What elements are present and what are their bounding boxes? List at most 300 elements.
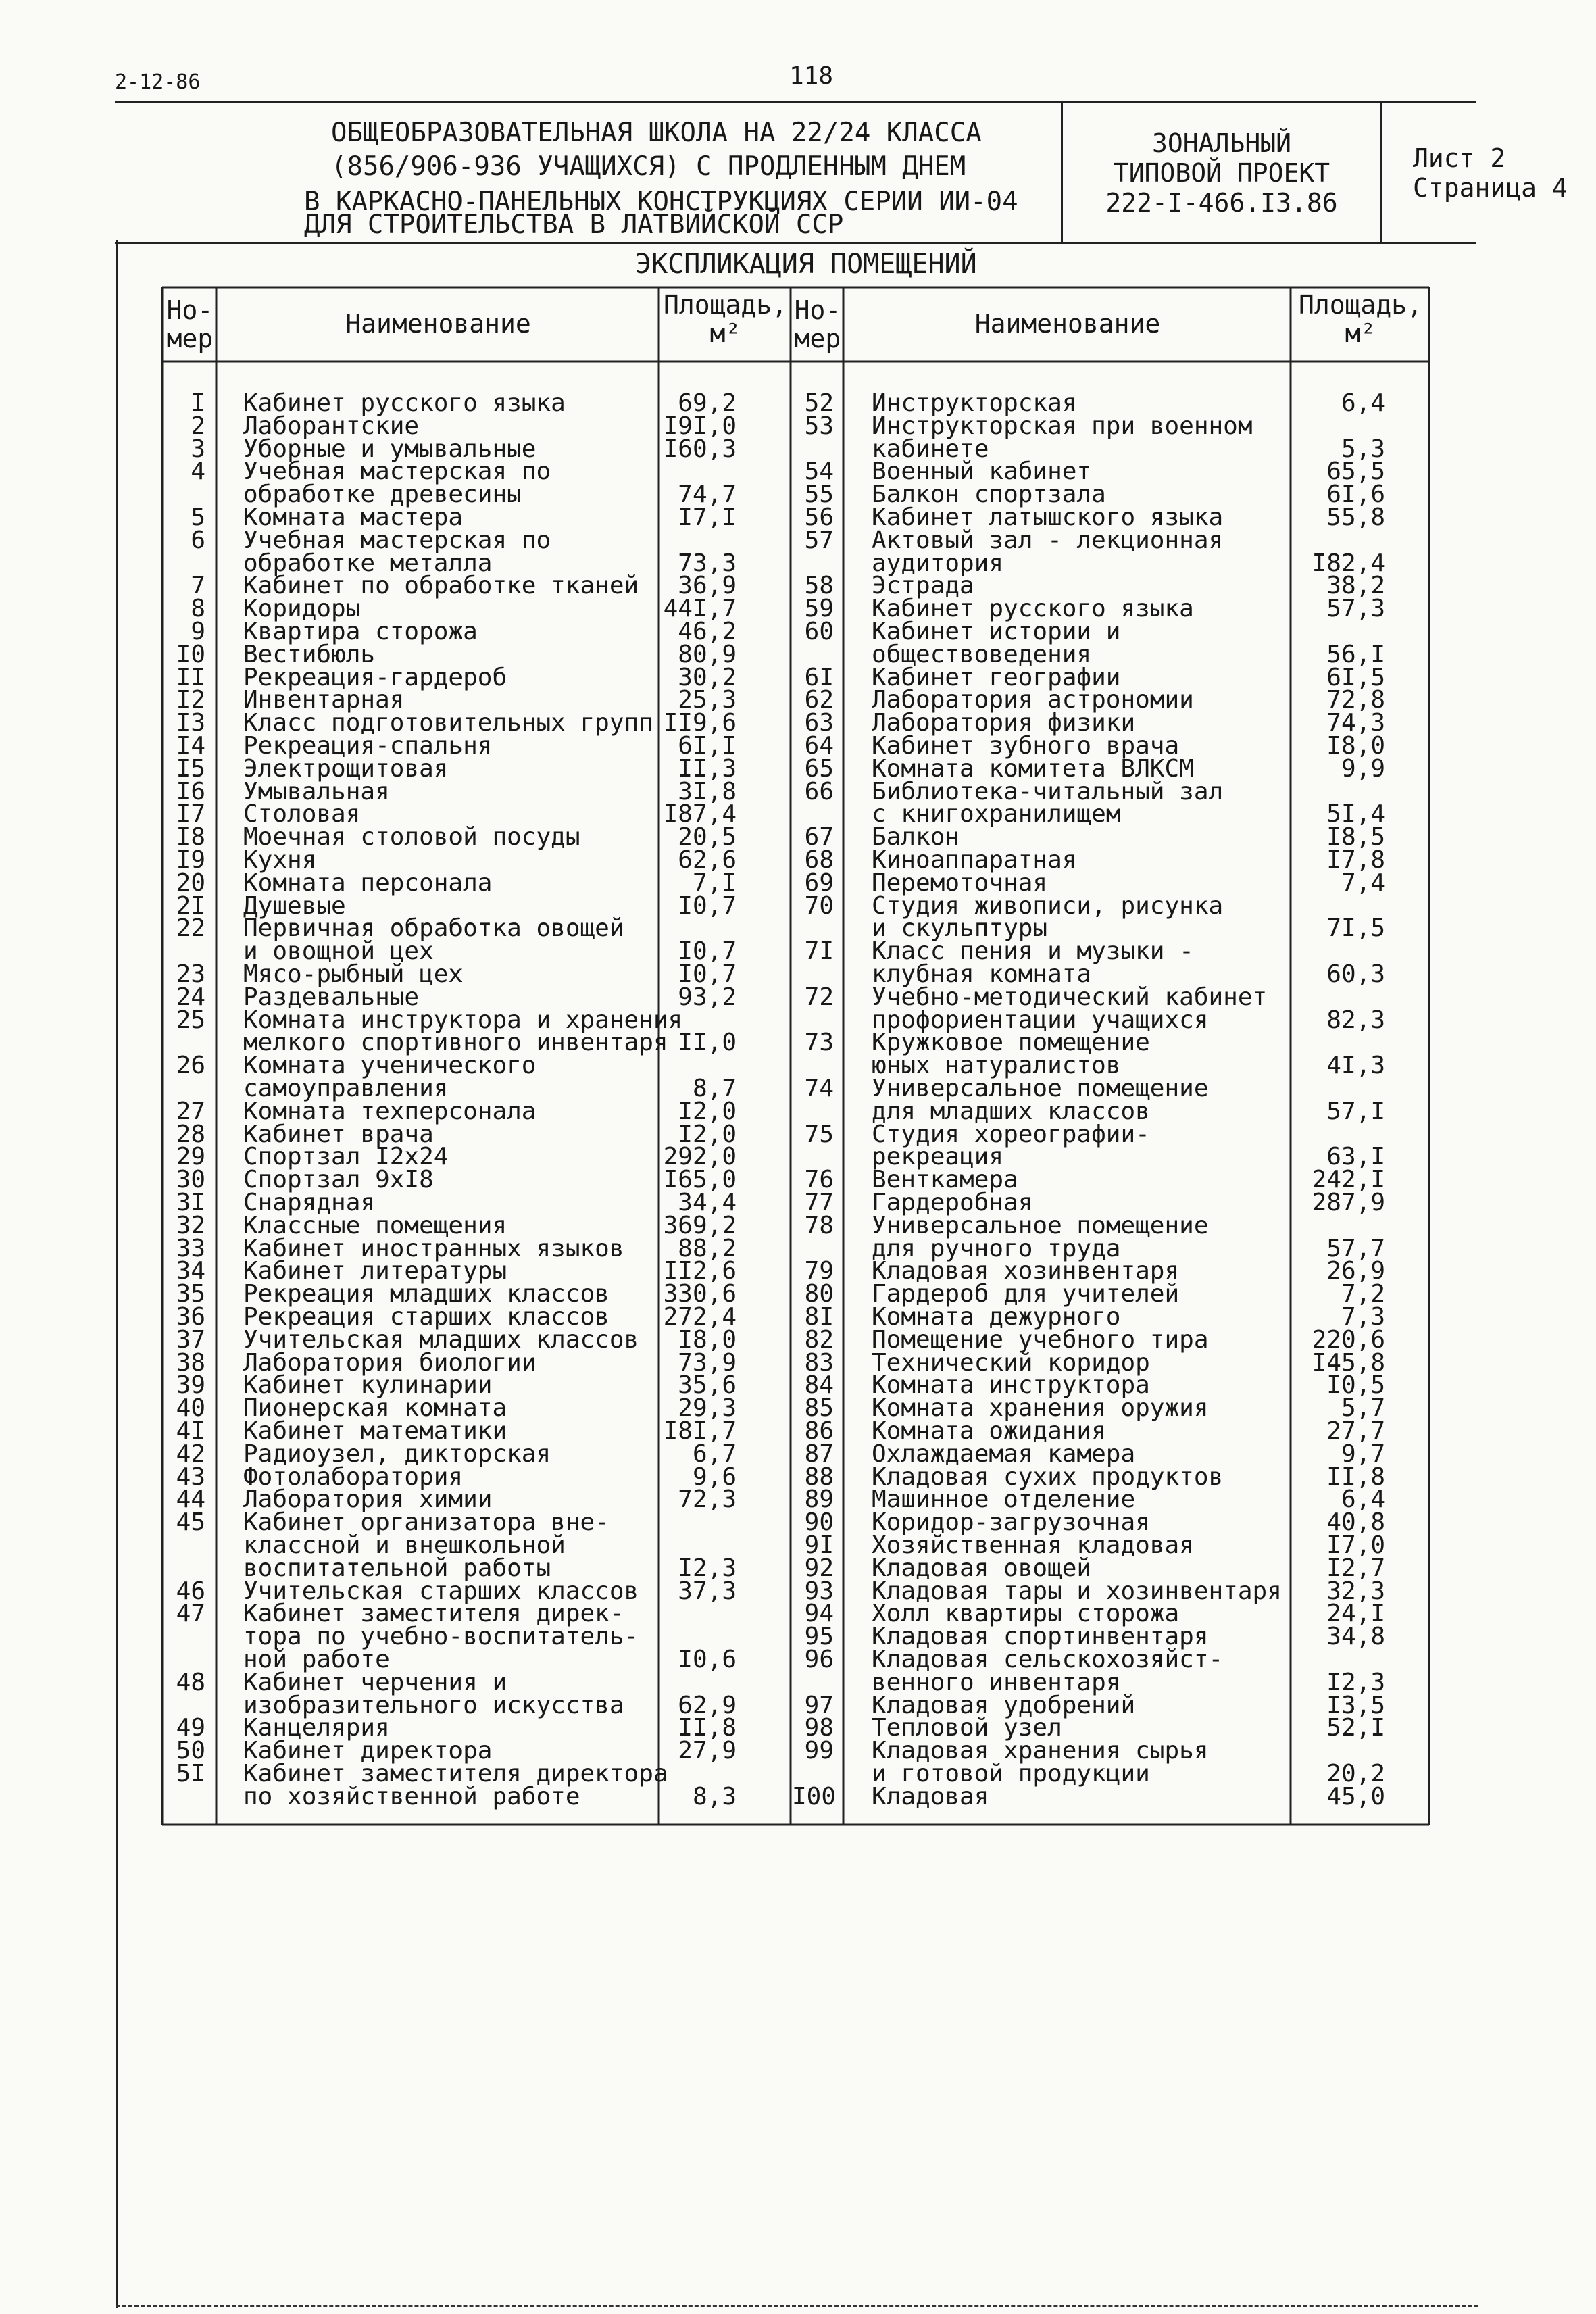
room-name: Тепловой узел <box>872 1714 1062 1742</box>
room-name: Кабинет врача <box>243 1120 434 1148</box>
room-number: 68 <box>804 846 834 874</box>
room-area: 287,9 <box>1312 1189 1385 1216</box>
room-name: Комната техперсонала <box>243 1097 537 1125</box>
header-area-line-1: Площадь, <box>663 290 788 320</box>
room-name: Студия хореографии- <box>872 1120 1150 1148</box>
project-label-2: ТИПОВОЙ ПРОЕКТ <box>1113 157 1330 188</box>
room-number: 74 <box>804 1075 834 1102</box>
room-name: и скульптуры <box>872 914 1048 943</box>
room-name: тора по учебно-воспитатель- <box>243 1623 639 1651</box>
room-area: II2,6 <box>663 1257 737 1285</box>
room-area: 8,7 <box>692 1075 737 1102</box>
room-area: 38,2 <box>1326 572 1385 600</box>
room-name: Кладовая овощей <box>872 1554 1092 1582</box>
room-name: Кабинет организатора вне- <box>243 1508 609 1537</box>
room-area: 27,7 <box>1326 1417 1385 1445</box>
room-name: Коридор-загрузочная <box>872 1508 1150 1537</box>
title-line-4: ДЛЯ СТРОИТЕЛЬСТВА В ЛАТВИЙСКОЙ ССР <box>304 210 844 240</box>
room-number: 7 <box>191 572 205 600</box>
room-area: I7,8 <box>1326 846 1385 874</box>
room-area: 242,I <box>1312 1166 1385 1194</box>
room-number: 65 <box>804 754 834 783</box>
room-name: Учебная мастерская по <box>243 458 551 486</box>
room-name: Инструкторская при военном <box>872 412 1253 440</box>
room-name: Лаборантские <box>243 412 420 440</box>
room-area: 272,4 <box>663 1303 737 1331</box>
title-line-3: В КАРКАСНО-ПАНЕЛЬНЫХ КОНСТРУКЦИЯХ СЕРИИ ИИ-04 <box>304 187 1018 217</box>
room-name: Рекреация старших классов <box>243 1303 609 1331</box>
room-area: 8,3 <box>692 1782 737 1811</box>
room-area: I8,0 <box>1326 732 1385 760</box>
header-area-line-1: Площадь, <box>1298 290 1423 320</box>
header-num-right <box>792 296 843 353</box>
room-area: 9,9 <box>1341 754 1385 783</box>
room-name: Классные помещения <box>243 1211 507 1239</box>
room-number: II <box>176 663 205 691</box>
room-name: кабинете <box>872 435 989 463</box>
room-name: Кабинет директора <box>243 1737 493 1765</box>
room-name: Мясо-рыбный цех <box>243 960 464 988</box>
room-area: I45,8 <box>1312 1348 1385 1377</box>
room-number: 63 <box>804 709 834 737</box>
room-number: 2 <box>191 412 205 440</box>
room-name: Комната дежурного <box>872 1303 1121 1331</box>
room-number: 94 <box>804 1600 834 1628</box>
room-area: I2,3 <box>1326 1668 1385 1696</box>
room-area: 7,2 <box>1341 1280 1385 1308</box>
room-name: Технический коридор <box>872 1348 1150 1377</box>
room-name: Универсальное помещение <box>872 1075 1209 1102</box>
room-area: I0,5 <box>1326 1371 1385 1400</box>
room-area: I2,0 <box>678 1120 737 1148</box>
room-number: 53 <box>804 412 834 440</box>
room-number: 26 <box>176 1052 205 1080</box>
room-number: 36 <box>176 1303 205 1331</box>
room-name: и готовой продукции <box>872 1760 1150 1788</box>
room-area: I8,0 <box>678 1325 737 1354</box>
room-area: 88,2 <box>678 1234 737 1262</box>
room-name: Кладовая хозинвентаря <box>872 1257 1180 1285</box>
room-name: Кабинет литературы <box>243 1257 507 1285</box>
room-area: 56,I <box>1326 640 1385 668</box>
room-area: 34,8 <box>1326 1623 1385 1651</box>
room-area: 6I,6 <box>1326 481 1385 509</box>
room-name: Инструкторская <box>872 389 1077 417</box>
room-number: 4I <box>176 1417 205 1445</box>
room-name: аудитория <box>872 549 1004 577</box>
room-name: Машинное отделение <box>872 1485 1136 1514</box>
room-name: Кабинет иностранных языков <box>243 1234 624 1262</box>
room-number: 8 <box>191 595 205 623</box>
room-name: с книгохранилищем <box>872 800 1121 829</box>
room-area: 5,7 <box>1341 1394 1385 1423</box>
room-name: Лаборатория биологии <box>243 1348 537 1377</box>
sheet-label: Лист 2 <box>1413 143 1506 173</box>
room-name: Балкон спортзала <box>872 481 1106 509</box>
room-number: 40 <box>176 1394 205 1423</box>
room-area: I7,0 <box>1326 1531 1385 1559</box>
room-area: I2,3 <box>678 1554 737 1582</box>
header-area-line-2: м² <box>709 318 741 348</box>
room-name: Канцелярия <box>243 1714 390 1742</box>
room-area: 62,9 <box>678 1691 737 1719</box>
room-number: 9 <box>191 618 205 645</box>
room-name: Столовая <box>243 800 361 829</box>
room-name: Комната ожидания <box>872 1417 1106 1445</box>
room-number: 47 <box>176 1600 205 1628</box>
room-area: II,8 <box>678 1714 737 1742</box>
room-number: I8 <box>176 823 205 852</box>
room-number: 8I <box>804 1303 834 1331</box>
room-area: 26,9 <box>1326 1257 1385 1285</box>
room-area: 35,6 <box>678 1371 737 1400</box>
room-area: 37,3 <box>678 1577 737 1605</box>
room-area: 80,9 <box>678 640 737 668</box>
room-number: I6 <box>176 777 205 806</box>
room-name: обработке древесины <box>243 481 522 509</box>
room-name: Гардеробная <box>872 1189 1033 1216</box>
room-number: 85 <box>804 1394 834 1423</box>
room-area: 57,7 <box>1326 1234 1385 1262</box>
page-number: 118 <box>789 62 834 90</box>
room-area: 24,I <box>1326 1600 1385 1628</box>
room-area: 73,9 <box>678 1348 737 1377</box>
room-area: 7,4 <box>1341 868 1385 897</box>
room-number: 56 <box>804 503 834 531</box>
room-area: II,3 <box>678 754 737 783</box>
room-area: 55,8 <box>1326 503 1385 531</box>
room-name: Лаборатория астрономии <box>872 686 1194 714</box>
room-number: 77 <box>804 1189 834 1216</box>
room-name: Перемоточная <box>872 868 1048 897</box>
room-name: Кладовая удобрений <box>872 1691 1136 1719</box>
table-title: ЭКСПЛИКАЦИЯ ПОМЕЩЕНИЙ <box>635 249 977 280</box>
room-number: 28 <box>176 1120 205 1148</box>
header-num-line-2: мер <box>794 324 841 353</box>
room-name: Спортзал 9хI8 <box>243 1166 434 1194</box>
room-area: 7,I <box>692 868 737 897</box>
room-area: 60,3 <box>1326 960 1385 988</box>
room-number: 7I <box>804 937 834 966</box>
room-name: Уборные и умывальные <box>243 435 537 463</box>
room-name: Квартира сторожа <box>243 618 478 645</box>
room-number: I9 <box>176 846 205 874</box>
room-number: 34 <box>176 1257 205 1285</box>
room-area: 74,7 <box>678 481 737 509</box>
room-number: I4 <box>176 732 205 760</box>
room-name: Первичная обработка овощей <box>243 914 624 943</box>
room-name: Снарядная <box>243 1189 376 1216</box>
room-name: для ручного труда <box>872 1234 1121 1262</box>
room-name: Кабинет русского языка <box>872 595 1194 623</box>
room-area: 25,3 <box>678 686 737 714</box>
room-name: для младших классов <box>872 1097 1150 1125</box>
title-line-1: ОБЩЕОБРАЗОВАТЕЛЬНАЯ ШКОЛА НА 22/24 КЛАССА <box>331 118 982 148</box>
room-number: 96 <box>804 1646 834 1673</box>
room-name: Охлаждаемая камера <box>872 1439 1136 1468</box>
room-name: Кабинет кулинарии <box>243 1371 493 1400</box>
room-number: 37 <box>176 1325 205 1354</box>
room-number: 38 <box>176 1348 205 1377</box>
room-number: 95 <box>804 1623 834 1651</box>
room-area: I8I,7 <box>663 1417 737 1445</box>
room-area: 20,5 <box>678 823 737 852</box>
room-number: 57 <box>804 526 834 554</box>
room-area: 93,2 <box>678 983 737 1011</box>
room-area: I3,5 <box>1326 1691 1385 1719</box>
header-area-line-2: м² <box>1345 318 1376 348</box>
room-number: 62 <box>804 686 834 714</box>
room-number: 3I <box>176 1189 205 1216</box>
room-area: 82,3 <box>1326 1006 1385 1034</box>
room-area: 30,2 <box>678 663 737 691</box>
room-area: 3I,8 <box>678 777 737 806</box>
room-number: 22 <box>176 914 205 943</box>
room-number: 30 <box>176 1166 205 1194</box>
room-name: классной и внешкольной <box>243 1531 566 1559</box>
room-number: I5 <box>176 754 205 783</box>
room-name: Учительская младших классов <box>243 1325 639 1354</box>
room-number: 88 <box>804 1462 834 1491</box>
room-number: I2 <box>176 686 205 714</box>
room-name: Кладовая тары и хозинвентаря <box>872 1577 1282 1605</box>
room-number: 92 <box>804 1554 834 1582</box>
header-num-line-2: мер <box>166 324 214 353</box>
room-number: I0 <box>176 640 205 668</box>
room-number: 69 <box>804 868 834 897</box>
room-area: 6,4 <box>1341 1485 1385 1514</box>
room-area: 7I,5 <box>1326 914 1385 943</box>
room-area: 62,6 <box>678 846 737 874</box>
room-area: 52,I <box>1326 1714 1385 1742</box>
room-name: юных натуралистов <box>872 1052 1121 1080</box>
room-number: 60 <box>804 618 834 645</box>
room-name: Рекреация-спальня <box>243 732 493 760</box>
room-name: Учебная мастерская по <box>243 526 551 554</box>
room-area: 32,3 <box>1326 1577 1385 1605</box>
room-area: I0,7 <box>678 937 737 966</box>
room-name: Кладовая <box>872 1782 989 1811</box>
header-area-right <box>1292 291 1429 347</box>
room-name: самоуправления <box>243 1075 449 1102</box>
room-name: Комната персонала <box>243 868 493 897</box>
room-area: 5,3 <box>1341 435 1385 463</box>
room-area: I87,4 <box>663 800 737 829</box>
room-area: 6I,I <box>678 732 737 760</box>
room-name: Помещение учебного тира <box>872 1325 1209 1354</box>
room-name: обществоведения <box>872 640 1092 668</box>
room-name: Киноаппаратная <box>872 846 1077 874</box>
room-number: I7 <box>176 800 205 829</box>
room-area: 44I,7 <box>663 595 737 623</box>
room-area: 74,3 <box>1326 709 1385 737</box>
room-number: 52 <box>804 389 834 417</box>
room-name: Кабинет черчения и <box>243 1668 507 1696</box>
room-number: 42 <box>176 1439 205 1468</box>
room-number: 99 <box>804 1737 834 1765</box>
frame-left-line <box>116 240 118 2308</box>
room-name: ной работе <box>243 1646 390 1673</box>
room-number: 29 <box>176 1143 205 1171</box>
room-name: и овощной цех <box>243 937 434 966</box>
room-area: 6,4 <box>1341 389 1385 417</box>
room-number: 76 <box>804 1166 834 1194</box>
room-name: профориентации учащихся <box>872 1006 1209 1034</box>
room-name: Учебно-методический кабинет <box>872 983 1268 1011</box>
room-number: 75 <box>804 1120 834 1148</box>
room-name: Военный кабинет <box>872 458 1092 486</box>
room-area: 4I,3 <box>1326 1052 1385 1080</box>
room-name: Гардероб для учителей <box>872 1280 1180 1308</box>
room-area: 45,0 <box>1326 1782 1385 1811</box>
room-name: Коридоры <box>243 595 361 623</box>
room-name: Хозяйственная кладовая <box>872 1531 1194 1559</box>
room-name: Кабинет географии <box>872 663 1121 691</box>
room-number: 45 <box>176 1508 205 1537</box>
room-area: II,0 <box>678 1029 737 1057</box>
room-name: Кладовая хранения сырья <box>872 1737 1209 1765</box>
room-number: 84 <box>804 1371 834 1400</box>
room-name: Моечная столовой посуды <box>243 823 580 852</box>
room-area: I65,0 <box>663 1166 737 1194</box>
room-name: Пионерская комната <box>243 1394 507 1423</box>
room-name: Студия живописи, рисунка <box>872 891 1224 920</box>
room-name: Кухня <box>243 846 317 874</box>
room-name: Кабинет заместителя директора <box>243 1760 668 1788</box>
room-name: Библиотека-читальный зал <box>872 777 1224 806</box>
room-name: Фотолаборатория <box>243 1462 464 1491</box>
room-name: Лаборатория физики <box>872 709 1136 737</box>
room-number: 73 <box>804 1029 834 1057</box>
room-name: Спортзал I2х24 <box>243 1143 449 1171</box>
room-name: Рекреация младших классов <box>243 1280 609 1308</box>
room-name: Венткамера <box>872 1166 1018 1194</box>
room-number: 58 <box>804 572 834 600</box>
room-name: Класс подготовительных групп <box>243 709 653 737</box>
room-number: 5I <box>176 1760 205 1788</box>
room-number: I00 <box>792 1782 837 1811</box>
room-number: 78 <box>804 1211 834 1239</box>
room-number: 66 <box>804 777 834 806</box>
room-area: II9,6 <box>663 709 737 737</box>
room-area: 330,6 <box>663 1280 737 1308</box>
room-name: Кабинет истории и <box>872 618 1121 645</box>
room-number: 54 <box>804 458 834 486</box>
room-number: 3 <box>191 435 205 463</box>
room-area: 369,2 <box>663 1211 737 1239</box>
room-name: рекреация <box>872 1143 1004 1171</box>
room-name: Лаборатория химии <box>243 1485 493 1514</box>
room-name: Комната ученического <box>243 1052 537 1080</box>
room-name: Кружковое помещение <box>872 1029 1150 1057</box>
room-name: Радиоузел, дикторская <box>243 1439 551 1468</box>
room-name: воспитательной работы <box>243 1554 551 1582</box>
project-label-1: ЗОНАЛЬНЫЙ <box>1152 128 1291 158</box>
room-number: 27 <box>176 1097 205 1125</box>
room-number: 87 <box>804 1439 834 1468</box>
project-cell <box>1061 103 1380 242</box>
room-name: Комната мастера <box>243 503 464 531</box>
header-area-left <box>660 291 791 347</box>
room-number: 32 <box>176 1211 205 1239</box>
room-number: 89 <box>804 1485 834 1514</box>
room-number: 83 <box>804 1348 834 1377</box>
room-name: Комната комитета ВЛКСМ <box>872 754 1194 783</box>
room-name: Рекреация-гардероб <box>243 663 507 691</box>
room-number: 64 <box>804 732 834 760</box>
room-number: 98 <box>804 1714 834 1742</box>
room-number: 80 <box>804 1280 834 1308</box>
room-number: 2I <box>176 891 205 920</box>
title-block <box>115 101 1568 244</box>
room-name: Холл квартиры сторожа <box>872 1600 1180 1628</box>
room-area: 220,6 <box>1312 1325 1385 1354</box>
room-number: 86 <box>804 1417 834 1445</box>
room-area: I2,7 <box>1326 1554 1385 1582</box>
header-name-right: Наименование <box>974 309 1161 339</box>
room-area: I82,4 <box>1312 549 1385 577</box>
room-name: Раздевальные <box>243 983 420 1011</box>
room-number: 82 <box>804 1325 834 1354</box>
room-area: 57,I <box>1326 1097 1385 1125</box>
room-area: 65,5 <box>1326 458 1385 486</box>
room-area: I0,6 <box>678 1646 737 1673</box>
room-number: 33 <box>176 1234 205 1262</box>
page-label: Страница 4 <box>1413 172 1568 203</box>
project-code: 222-I-466.I3.86 <box>1105 187 1338 218</box>
room-number: 90 <box>804 1508 834 1537</box>
room-name: Кабинет по обработке тканей <box>243 572 639 600</box>
room-area: 36,9 <box>678 572 737 600</box>
room-number: 72 <box>804 983 834 1011</box>
room-name: Учительская старших классов <box>243 1577 639 1605</box>
room-area: 5I,4 <box>1326 800 1385 829</box>
room-number: 43 <box>176 1462 205 1491</box>
room-number: I <box>191 389 205 417</box>
room-number: 50 <box>176 1737 205 1765</box>
header-num-left <box>164 296 216 353</box>
room-name: Кабинет математики <box>243 1417 507 1445</box>
room-name: клубная комната <box>872 960 1092 988</box>
room-number: 67 <box>804 823 834 852</box>
room-name: Кабинет русского языка <box>243 389 566 417</box>
room-area: 72,3 <box>678 1485 737 1514</box>
frame-bottom-line <box>116 2305 1478 2307</box>
room-name: обработке металла <box>243 549 493 577</box>
room-name: Эстрада <box>872 572 974 600</box>
room-area: II,8 <box>1326 1462 1385 1491</box>
room-area: I0,7 <box>678 960 737 988</box>
room-name: по хозяйственной работе <box>243 1782 580 1811</box>
room-name: Кладовая спортинвентаря <box>872 1623 1209 1651</box>
room-area: 72,8 <box>1326 686 1385 714</box>
room-number: 49 <box>176 1714 205 1742</box>
room-name: Кладовая сельскохозяйст- <box>872 1646 1224 1673</box>
header-num-line-1: Но- <box>794 295 841 325</box>
room-number: I3 <box>176 709 205 737</box>
room-name: Универсальное помещение <box>872 1211 1209 1239</box>
room-number: 79 <box>804 1257 834 1285</box>
room-area: 7,3 <box>1341 1303 1385 1331</box>
room-name: Комната инструктора <box>872 1371 1150 1400</box>
room-name: Душевые <box>243 891 346 920</box>
room-name: мелкого спортивного инвентаря <box>243 1029 668 1057</box>
room-name: Электрощитовая <box>243 754 449 783</box>
room-area: 46,2 <box>678 618 737 645</box>
room-area: 63,I <box>1326 1143 1385 1171</box>
room-area: I0,7 <box>678 891 737 920</box>
room-number: 97 <box>804 1691 834 1719</box>
